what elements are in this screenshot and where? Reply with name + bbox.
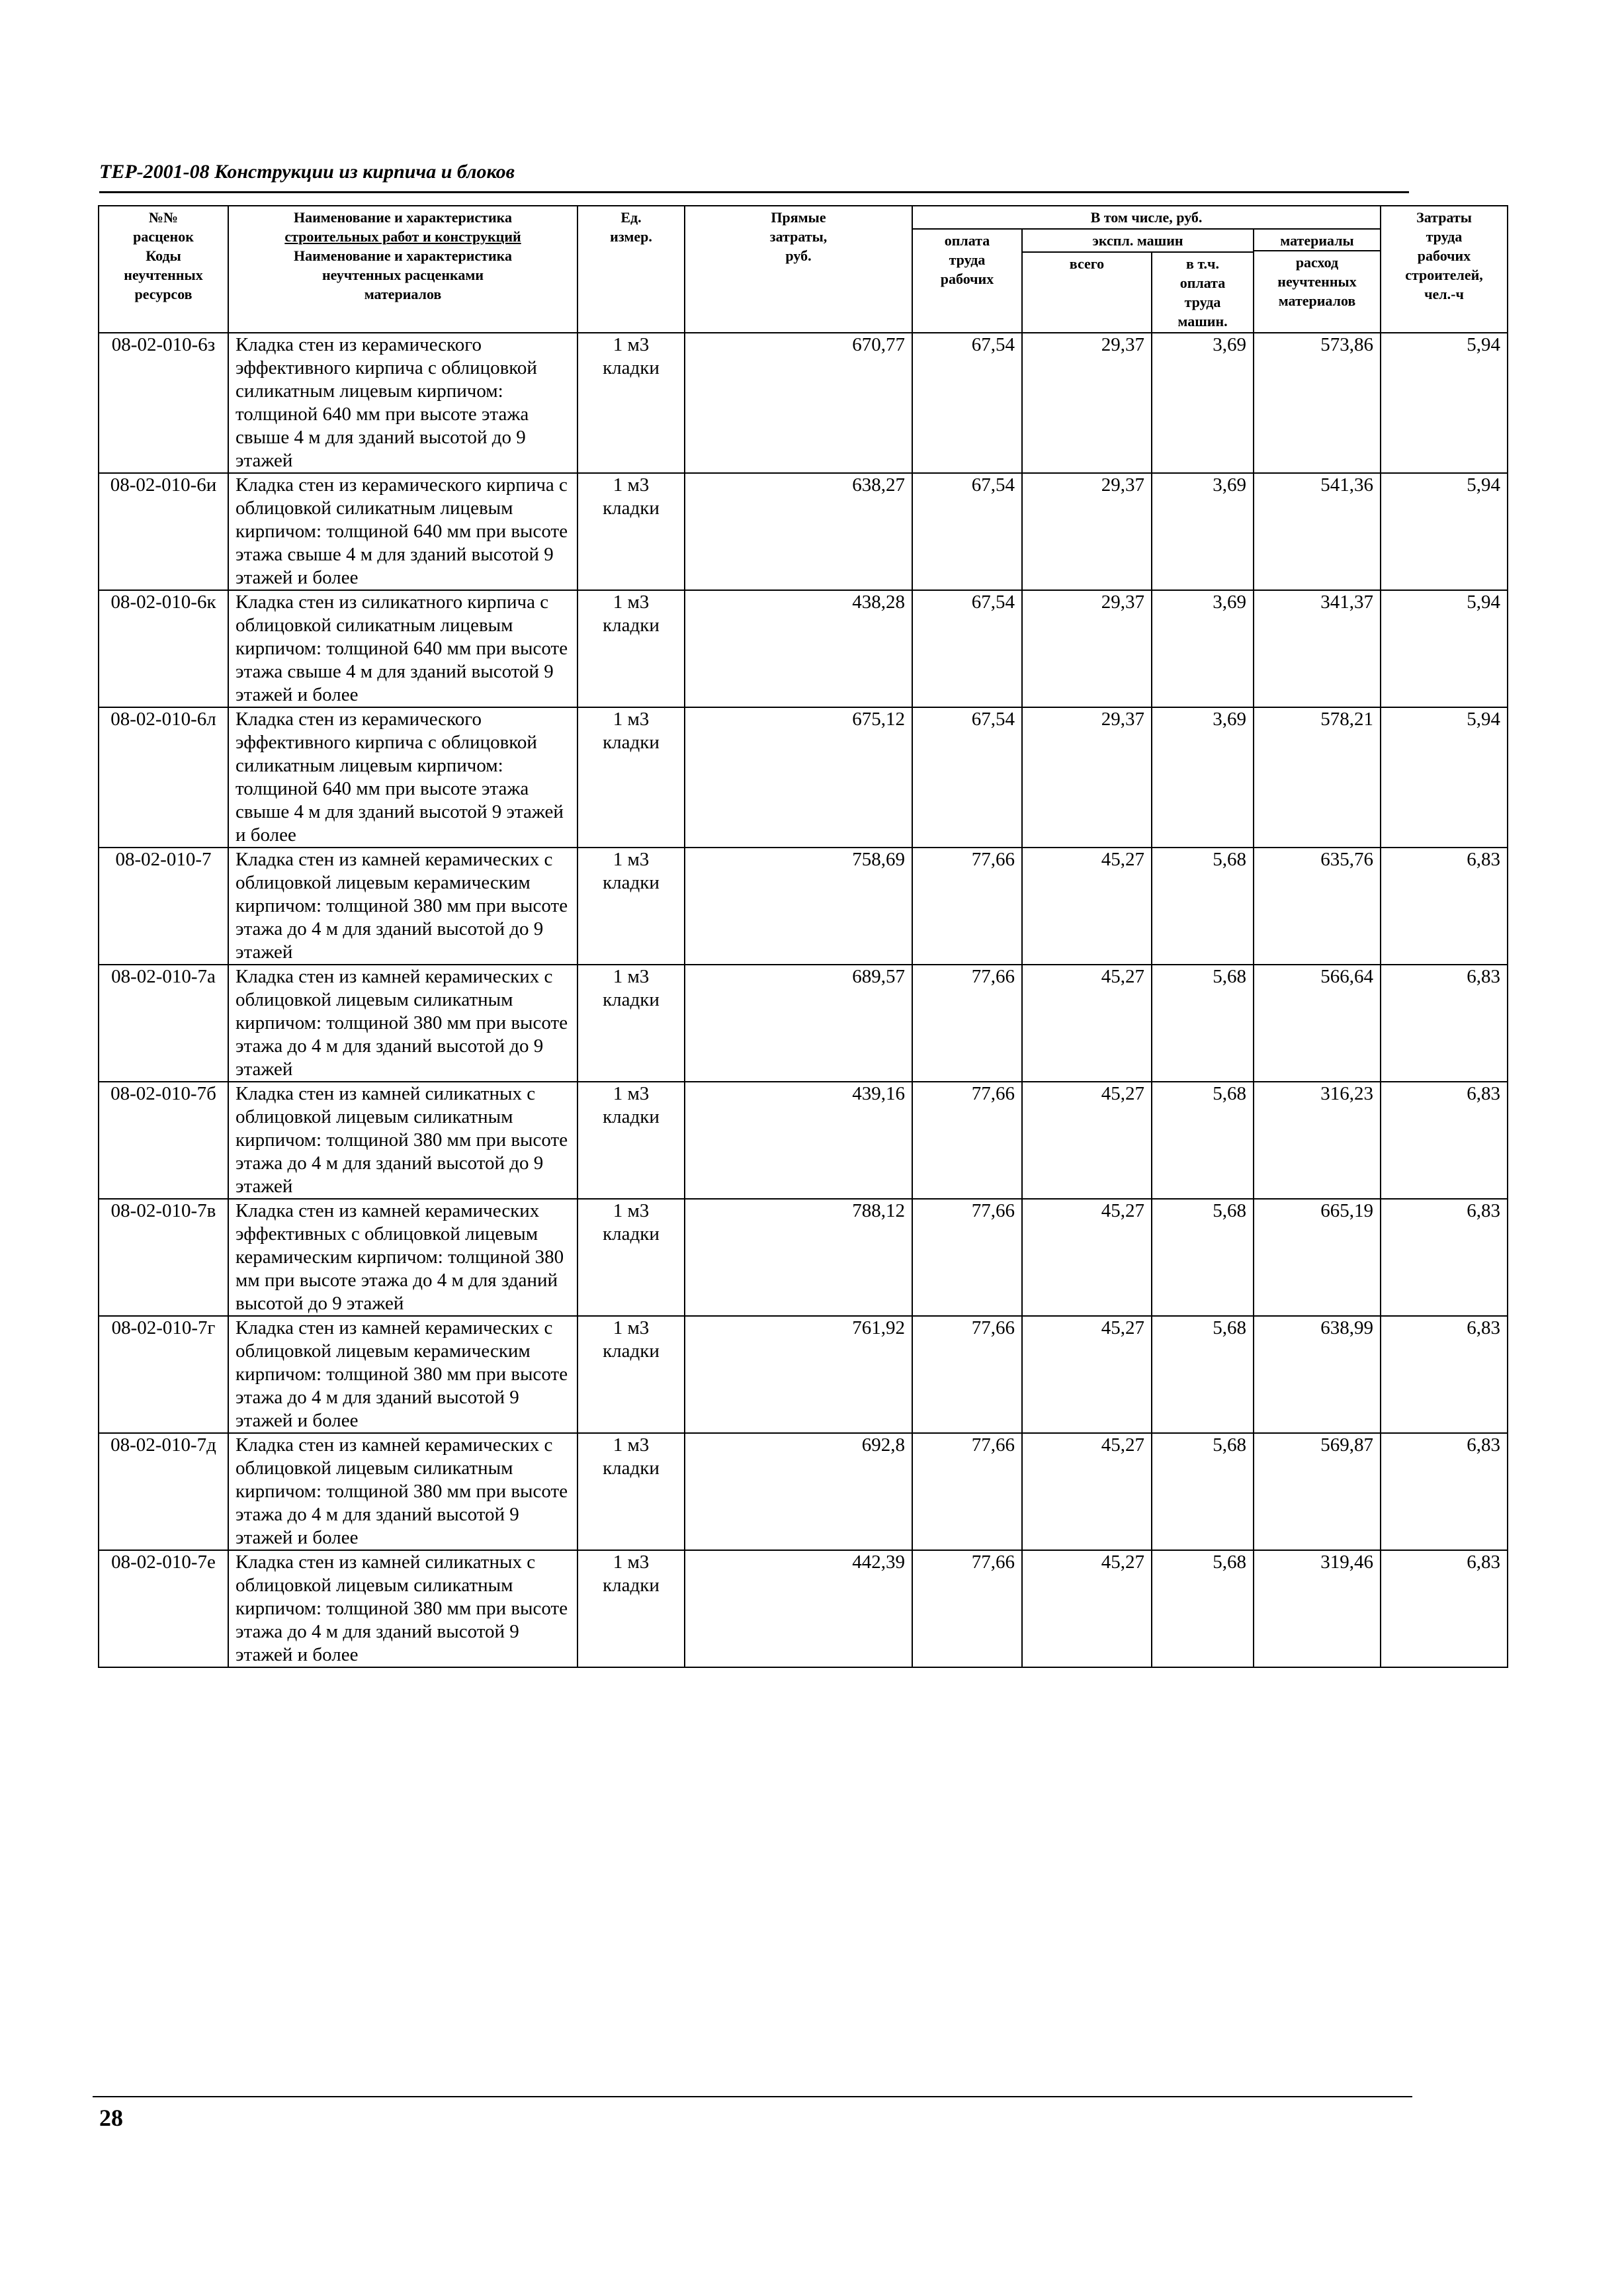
materials-cost: 578,21: [1254, 707, 1381, 848]
labor-hours: 6,83: [1381, 1433, 1508, 1550]
work-description: Кладка стен из керамического кирпича с облицовкой силикатным лицевым кирпичом: толщиной 640 мм при высоте этажа свыше 4 м для зданий высотой 9 этажей и более: [228, 473, 577, 590]
header-text: машин.: [1177, 313, 1228, 329]
machine-operator-pay: 3,69: [1152, 473, 1254, 590]
table-row: [99, 1199, 1508, 1316]
table-row: [99, 473, 1508, 590]
header-text: Прямые: [771, 209, 826, 226]
worker-pay: 67,54: [912, 707, 1022, 848]
header-text: ресурсов: [134, 286, 192, 302]
direct-costs: 670,77: [685, 333, 912, 473]
unit-of-measure: 1 м3 кладки: [577, 1082, 685, 1199]
direct-costs: 439,16: [685, 1082, 912, 1199]
rate-code: 08-02-010-6л: [99, 707, 228, 848]
page-number: 28: [99, 2105, 123, 2131]
labor-hours: 6,83: [1381, 848, 1508, 965]
unit-of-measure: 1 м3 кладки: [577, 590, 685, 707]
table-row: [99, 1316, 1508, 1433]
header-text: расход: [1295, 254, 1339, 271]
direct-costs: 675,12: [685, 707, 912, 848]
direct-costs: 692,8: [685, 1433, 912, 1550]
header-text: руб.: [785, 247, 812, 264]
direct-costs: 442,39: [685, 1550, 912, 1667]
unit-of-measure: 1 м3 кладки: [577, 1316, 685, 1433]
col-worker-pay: [912, 229, 1022, 333]
labor-hours: 5,94: [1381, 707, 1508, 848]
header-text: экспл. машин: [1092, 232, 1183, 249]
direct-costs: 761,92: [685, 1316, 912, 1433]
header-text: чел.-ч: [1424, 286, 1464, 302]
machine-total: 45,27: [1022, 1433, 1152, 1550]
col-including: [912, 206, 1381, 229]
work-description: Кладка стен из камней керамических с облицовкой лицевым керамическим кирпичом: толщиной 380 мм при высоте этажа до 4 м для зданий высотой 9 этажей и более: [228, 1316, 577, 1433]
col-labor-costs: [1381, 206, 1508, 333]
footer-rule: [93, 2096, 1412, 2097]
header-text: неучтенных: [124, 267, 203, 283]
machine-total: 45,27: [1022, 965, 1152, 1082]
rates-table: [98, 205, 1508, 1668]
direct-costs: 758,69: [685, 848, 912, 965]
header-text: неучтенных: [1277, 273, 1357, 290]
machine-operator-pay: 5,68: [1152, 1550, 1254, 1667]
rate-code: 08-02-010-7е: [99, 1550, 228, 1667]
work-description: Кладка стен из камней силикатных с облицовкой лицевым силикатным кирпичом: толщиной 380 мм при высоте этажа до 4 м для зданий высотой до 9 этажей: [228, 1082, 577, 1199]
direct-costs: 788,12: [685, 1199, 912, 1316]
header-text: рабочих: [940, 271, 994, 287]
materials-cost: 573,86: [1254, 333, 1381, 473]
materials-cost: 341,37: [1254, 590, 1381, 707]
rate-code: 08-02-010-6к: [99, 590, 228, 707]
header-text: измер.: [610, 228, 652, 245]
machine-total: 29,37: [1022, 333, 1152, 473]
col-machine-total: [1022, 252, 1152, 333]
table-row: [99, 1082, 1508, 1199]
work-description: Кладка стен из керамического эффективного кирпича с облицовкой силикатным лицевым кирпичом: толщиной 640 мм при высоте этажа свыше 4 м для зданий высотой до 9 этажей: [228, 333, 577, 473]
header-text: Ед.: [620, 209, 642, 226]
header-text: труда: [1426, 228, 1463, 245]
header-text: №№: [148, 209, 179, 226]
header-text: материалы: [1254, 231, 1380, 251]
col-name: [228, 206, 577, 333]
unit-of-measure: 1 м3 кладки: [577, 333, 685, 473]
worker-pay: 77,66: [912, 1550, 1022, 1667]
header-text: Затраты: [1416, 209, 1472, 226]
machine-total: 45,27: [1022, 1082, 1152, 1199]
unit-of-measure: 1 м3 кладки: [577, 965, 685, 1082]
header-text: затраты,: [769, 228, 828, 245]
header-text: всего: [1069, 255, 1105, 272]
machine-operator-pay: 3,69: [1152, 707, 1254, 848]
col-direct-costs: [685, 206, 912, 333]
header-text: в т.ч.: [1186, 255, 1219, 272]
unit-of-measure: 1 м3 кладки: [577, 1433, 685, 1550]
rate-code: 08-02-010-7в: [99, 1199, 228, 1316]
work-description: Кладка стен из силикатного кирпича с облицовкой силикатным лицевым кирпичом: толщиной 640 мм при высоте этажа свыше 4 м для зданий высотой 9 этажей и более: [228, 590, 577, 707]
labor-hours: 6,83: [1381, 1550, 1508, 1667]
machine-operator-pay: 5,68: [1152, 965, 1254, 1082]
header-text: материалов: [1278, 292, 1356, 309]
worker-pay: 67,54: [912, 473, 1022, 590]
work-description: Кладка стен из камней керамических с облицовкой лицевым силикатным кирпичом: толщиной 380 мм при высоте этажа до 4 м для зданий высотой до 9 этажей: [228, 965, 577, 1082]
labor-hours: 6,83: [1381, 965, 1508, 1082]
materials-cost: 638,99: [1254, 1316, 1381, 1433]
worker-pay: 77,66: [912, 1316, 1022, 1433]
direct-costs: 638,27: [685, 473, 912, 590]
header-text: материалов: [364, 286, 442, 302]
materials-cost: 541,36: [1254, 473, 1381, 590]
rate-code: 08-02-010-7а: [99, 965, 228, 1082]
col-machine-operation: [1022, 229, 1254, 252]
machine-total: 45,27: [1022, 848, 1152, 965]
machine-total: 45,27: [1022, 1550, 1152, 1667]
worker-pay: 77,66: [912, 1433, 1022, 1550]
direct-costs: 689,57: [685, 965, 912, 1082]
rate-code: 08-02-010-7д: [99, 1433, 228, 1550]
work-description: Кладка стен из камней керамических с облицовкой лицевым керамическим кирпичом: толщиной 380 мм при высоте этажа до 4 м для зданий высотой до 9 этажей: [228, 848, 577, 965]
labor-hours: 6,83: [1381, 1082, 1508, 1199]
labor-hours: 5,94: [1381, 473, 1508, 590]
worker-pay: 67,54: [912, 333, 1022, 473]
header-text: Наименование и характеристика: [293, 247, 513, 264]
unit-of-measure: 1 м3 кладки: [577, 848, 685, 965]
rate-code: 08-02-010-7б: [99, 1082, 228, 1199]
materials-cost: 635,76: [1254, 848, 1381, 965]
labor-hours: 5,94: [1381, 590, 1508, 707]
table-row: [99, 333, 1508, 473]
rate-code: 08-02-010-6и: [99, 473, 228, 590]
worker-pay: 77,66: [912, 1199, 1022, 1316]
machine-operator-pay: 5,68: [1152, 1433, 1254, 1550]
header-text: Наименование и характеристика: [293, 209, 513, 226]
table-row: [99, 707, 1508, 848]
machine-total: 45,27: [1022, 1316, 1152, 1433]
header-text: расценок: [133, 228, 194, 245]
document-title: ТЕР-2001-08 Конструкции из кирпича и блоков: [99, 161, 515, 183]
unit-of-measure: 1 м3 кладки: [577, 1550, 685, 1667]
materials-cost: 566,64: [1254, 965, 1381, 1082]
materials-cost: 665,19: [1254, 1199, 1381, 1316]
table-header: [99, 206, 1508, 333]
work-description: Кладка стен из камней силикатных с облицовкой лицевым силикатным кирпичом: толщиной 380 мм при высоте этажа до 4 м для зданий высотой 9 этажей и более: [228, 1550, 577, 1667]
worker-pay: 67,54: [912, 590, 1022, 707]
table-row: [99, 848, 1508, 965]
work-description: Кладка стен из камней керамических эффективных с облицовкой лицевым керамическим кирпичом: толщиной 380 мм при высоте этажа до 4 м для зданий высотой до 9 этажей: [228, 1199, 577, 1316]
header-text: неучтенных расценками: [321, 267, 484, 283]
work-description: Кладка стен из керамического эффективного кирпича с облицовкой силикатным лицевым кирпичом: толщиной 640 мм при высоте этажа свыше 4 м для зданий высотой 9 этажей и более: [228, 707, 577, 848]
rate-code: 08-02-010-6з: [99, 333, 228, 473]
table-row: [99, 590, 1508, 707]
table-body: [99, 333, 1508, 1667]
col-rate-number: [99, 206, 228, 333]
machine-operator-pay: 5,68: [1152, 1082, 1254, 1199]
machine-operator-pay: 3,69: [1152, 590, 1254, 707]
materials-cost: 319,46: [1254, 1550, 1381, 1667]
page-header: [99, 161, 1409, 183]
labor-hours: 6,83: [1381, 1316, 1508, 1433]
col-materials: [1254, 229, 1381, 333]
worker-pay: 77,66: [912, 1082, 1022, 1199]
table-row: [99, 1433, 1508, 1550]
worker-pay: 77,66: [912, 965, 1022, 1082]
machine-operator-pay: 5,68: [1152, 1316, 1254, 1433]
rate-code: 08-02-010-7: [99, 848, 228, 965]
worker-pay: 77,66: [912, 848, 1022, 965]
direct-costs: 438,28: [685, 590, 912, 707]
col-machine-operator-pay: [1152, 252, 1254, 333]
table-row: [99, 965, 1508, 1082]
col-unit: [577, 206, 685, 333]
header-text: строительных работ и конструкций: [284, 228, 521, 245]
header-text: оплата: [944, 232, 990, 249]
materials-cost: 569,87: [1254, 1433, 1381, 1550]
machine-operator-pay: 5,68: [1152, 1199, 1254, 1316]
header-text: труда: [949, 251, 986, 268]
unit-of-measure: 1 м3 кладки: [577, 473, 685, 590]
machine-total: 29,37: [1022, 590, 1152, 707]
labor-hours: 6,83: [1381, 1199, 1508, 1316]
machine-total: 45,27: [1022, 1199, 1152, 1316]
table-row: [99, 1550, 1508, 1667]
labor-hours: 5,94: [1381, 333, 1508, 473]
machine-operator-pay: 3,69: [1152, 333, 1254, 473]
machine-operator-pay: 5,68: [1152, 848, 1254, 965]
header-text: Коды: [146, 247, 181, 264]
header-text: труда: [1184, 294, 1221, 310]
header-text: В том числе, руб.: [1090, 209, 1203, 226]
work-description: Кладка стен из камней керамических с облицовкой лицевым силикатным кирпичом: толщиной 380 мм при высоте этажа до 4 м для зданий высотой 9 этажей и более: [228, 1433, 577, 1550]
header-text: оплата: [1179, 275, 1226, 291]
machine-total: 29,37: [1022, 707, 1152, 848]
header-rule: [99, 191, 1409, 193]
materials-cost: 316,23: [1254, 1082, 1381, 1199]
machine-total: 29,37: [1022, 473, 1152, 590]
unit-of-measure: 1 м3 кладки: [577, 707, 685, 848]
unit-of-measure: 1 м3 кладки: [577, 1199, 685, 1316]
rate-code: 08-02-010-7г: [99, 1316, 228, 1433]
header-text: рабочих: [1417, 247, 1471, 264]
header-text: строителей,: [1405, 267, 1483, 283]
